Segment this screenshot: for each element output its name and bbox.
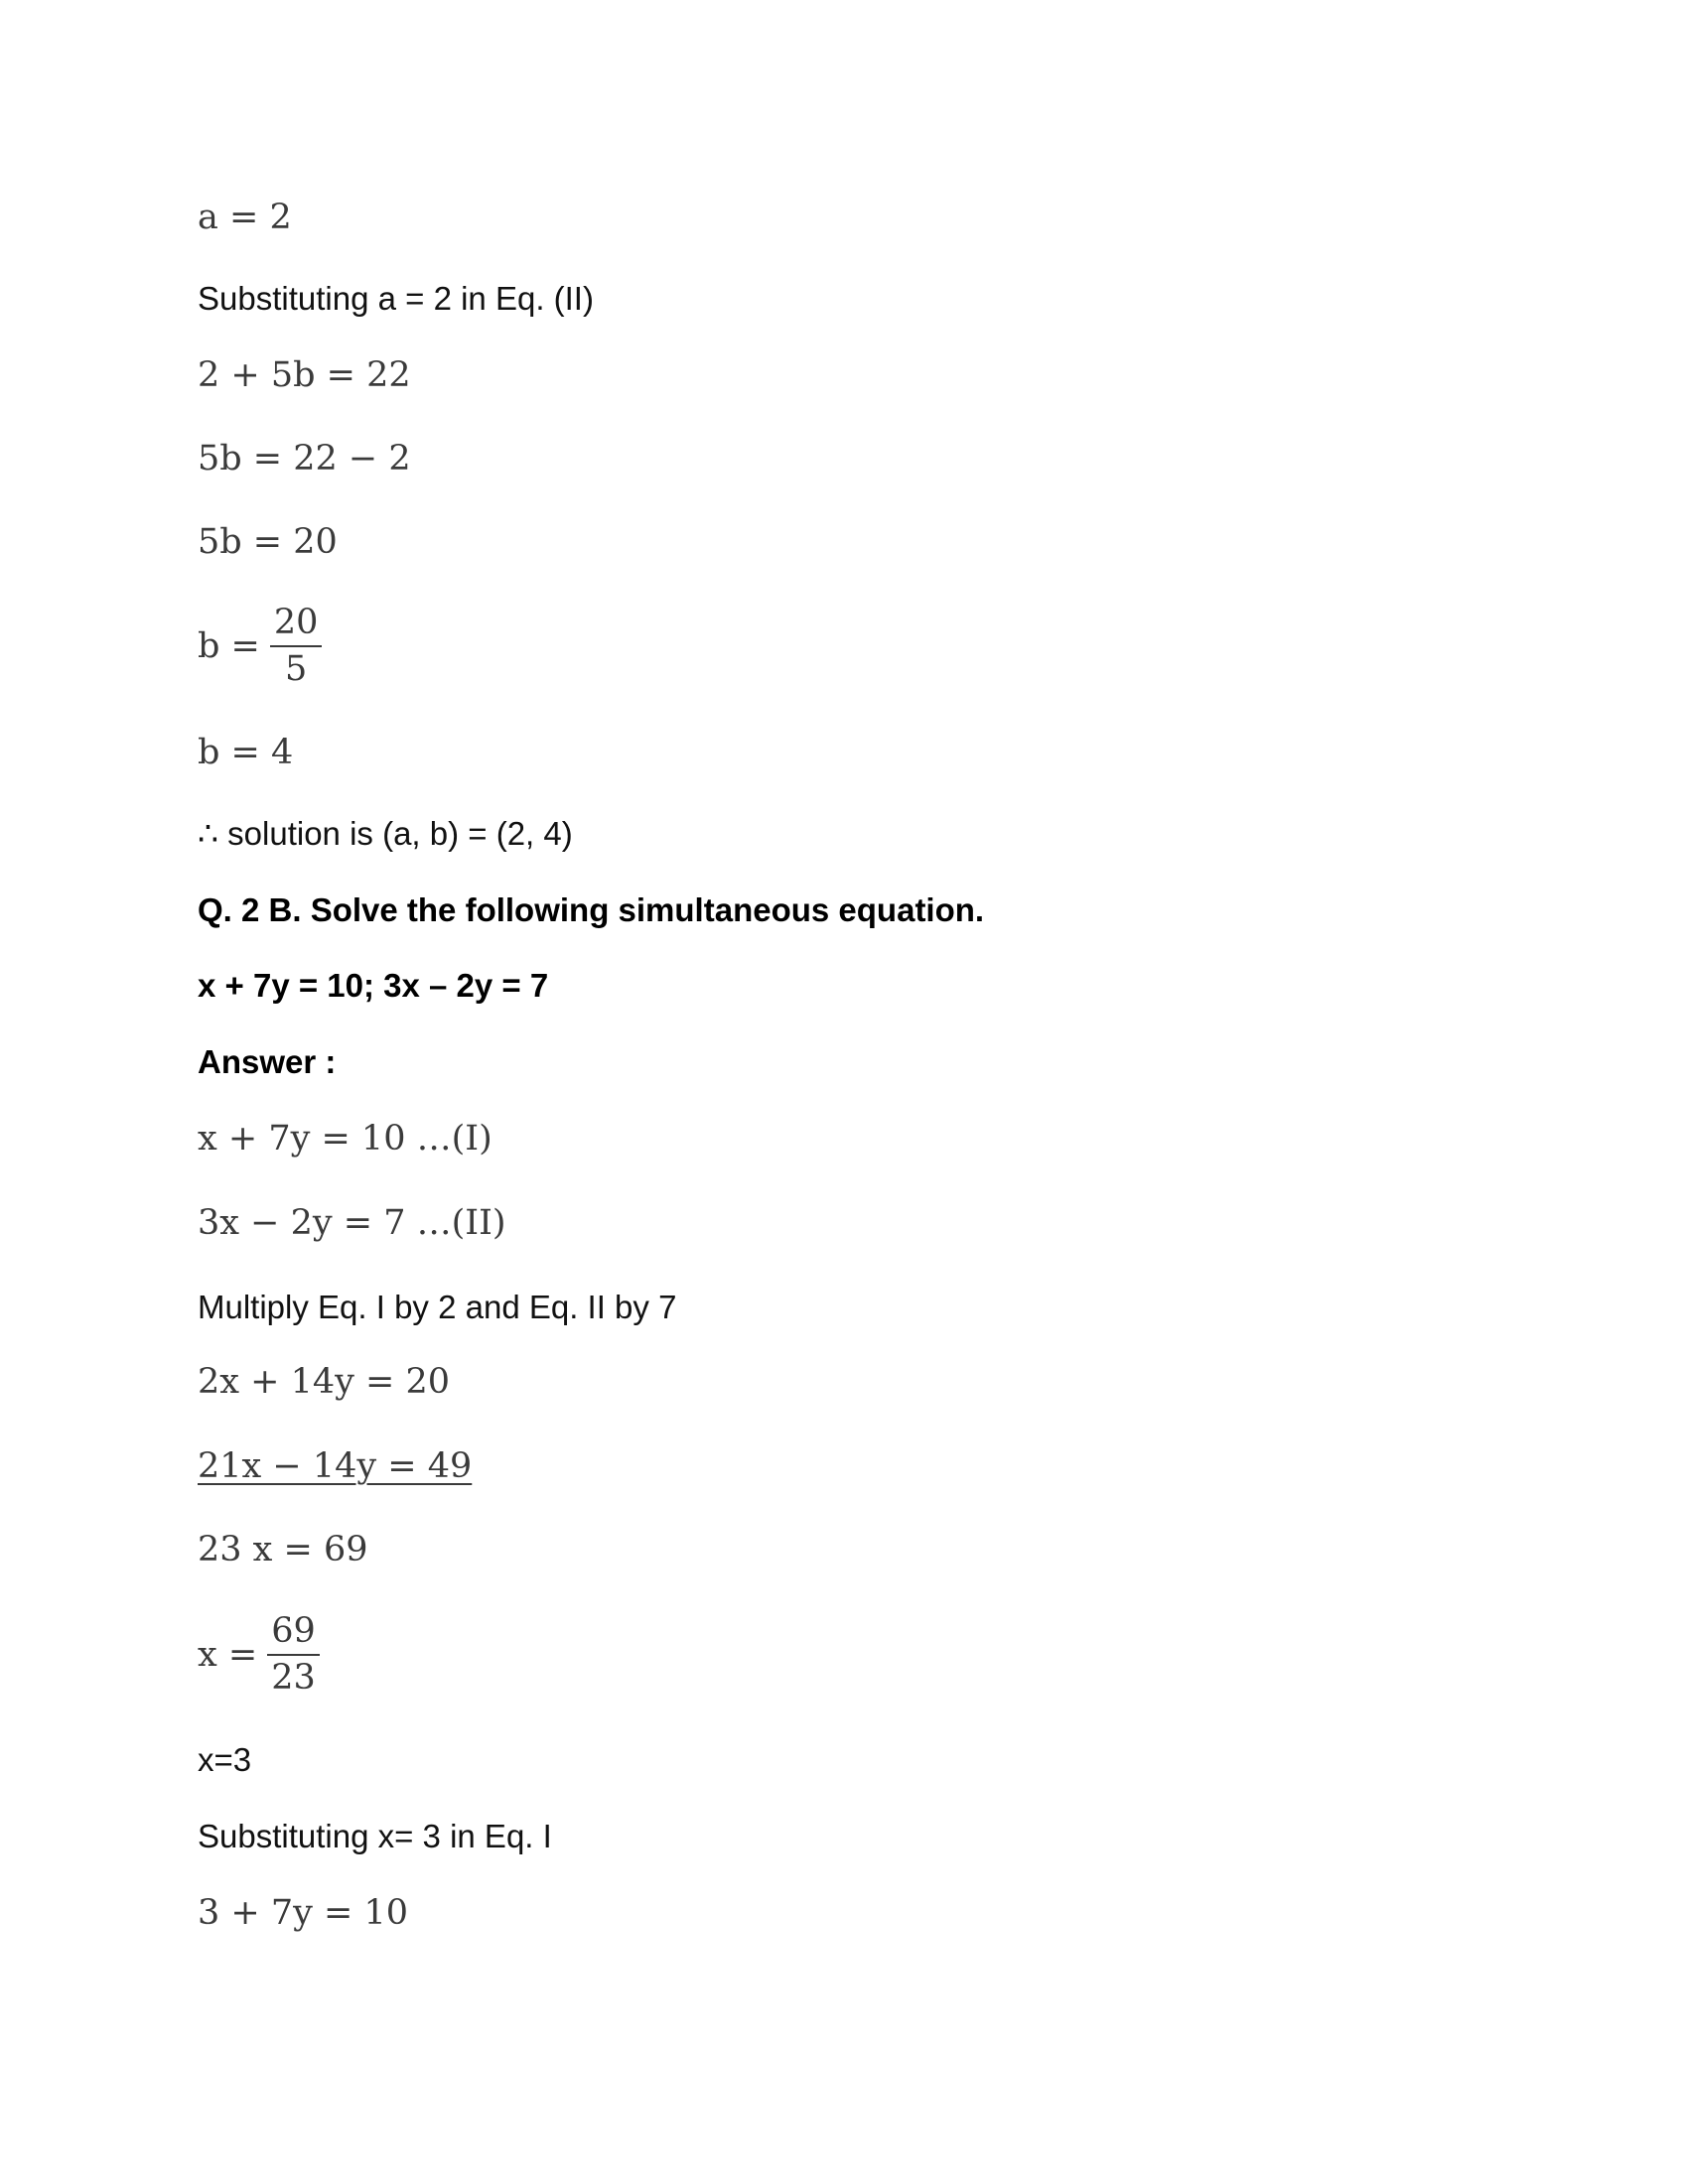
equation-2x-plus-14y: 2x + 14y = 20 (198, 1362, 451, 1402)
answer-label: Answer : (198, 1043, 337, 1080)
equation-b-fraction (198, 605, 322, 688)
fraction-denominator: 5 (284, 648, 308, 689)
equation-5b-equals-20: 5b = 20 (198, 522, 338, 562)
equation-II: 3x − 2y = 7 …(II) (198, 1203, 506, 1243)
x-equals-3: x=3 (198, 1741, 252, 1778)
equation-21x-minus-14y: 21x − 14y = 49 (198, 1446, 473, 1486)
equation-2-plus-5b: 2 + 5b = 22 (198, 355, 411, 395)
fraction-lhs: x = (198, 1634, 258, 1675)
equation-a-equals-2: a = 2 (198, 198, 292, 237)
question-title: Q. 2 B. Solve the following simultaneous equation. (198, 891, 985, 928)
equation-x-fraction (198, 1613, 320, 1697)
fraction-numerator: 20 (270, 605, 323, 647)
equation-b-equals-4: b = 4 (198, 733, 294, 772)
fraction-numerator: 69 (267, 1613, 320, 1656)
fraction (267, 1613, 320, 1697)
fraction (270, 605, 323, 688)
fraction-denominator: 23 (271, 1657, 316, 1698)
question-equations: x + 7y = 10; 3x – 2y = 7 (198, 967, 549, 1004)
multiply-instruction: Multiply Eq. I by 2 and Eq. II by 7 (198, 1289, 677, 1325)
substitution-text-a: Substituting a = 2 in Eq. (II) (198, 280, 594, 317)
equation-I: x + 7y = 10 …(I) (198, 1119, 492, 1159)
equation-23x-equals-69: 23 x = 69 (198, 1530, 368, 1570)
fraction-lhs: b = (198, 625, 260, 666)
equation-3-plus-7y: 3 + 7y = 10 (198, 1893, 408, 1933)
substitution-text-x: Substituting x= 3 in Eq. I (198, 1818, 552, 1854)
solution-statement: ∴ solution is (a, b) = (2, 4) (198, 815, 573, 852)
equation-5b-22-minus-2: 5b = 22 − 2 (198, 439, 411, 478)
